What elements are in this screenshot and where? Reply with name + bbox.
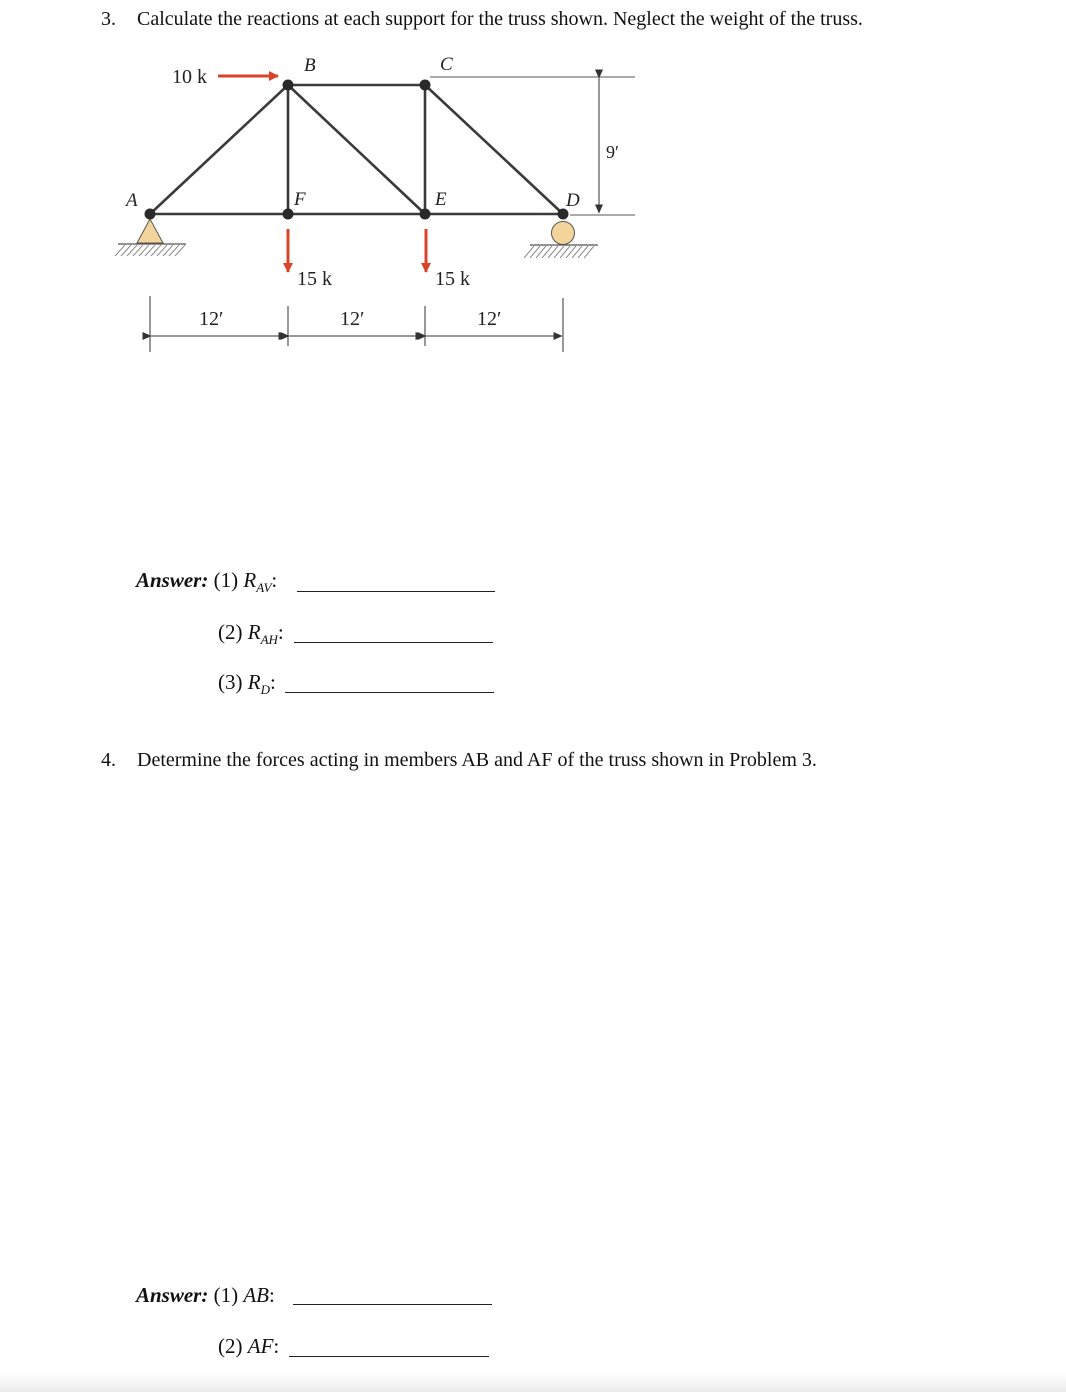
- answer-3-item-2: (2) $R_{AH}$:: [218, 620, 284, 648]
- joint-b: [283, 80, 294, 91]
- answer-3-item-3-num: (3): [218, 670, 243, 694]
- answer-4-item-1: Answer: (1) AB:: [136, 1283, 275, 1307]
- dim-label-3: 12′: [477, 308, 502, 330]
- vertical-load-e: [426, 229, 470, 290]
- answer-3-item-2-num: (2): [218, 620, 243, 644]
- answer-3-item-2-sub: AH: [260, 632, 278, 648]
- dim-label-1: 12′: [199, 308, 224, 330]
- problem-4-statement: [101, 749, 817, 772]
- problem-4-text: Determine the forces acting in members AB and AF of the truss shown in Problem 3.: [137, 749, 817, 771]
- pin-support-a: [115, 219, 186, 256]
- label-d: D: [566, 190, 580, 211]
- answer-3-item-2-var: R: [247, 620, 261, 644]
- ground-hatch-a: [115, 245, 185, 256]
- dim-label-2: 12′: [340, 308, 365, 330]
- load-label-e: 15 k: [435, 268, 470, 290]
- joint-f: [283, 209, 294, 220]
- truss-figure: [0, 0, 1066, 380]
- label-e: E: [435, 189, 447, 210]
- label-a: A: [126, 190, 138, 211]
- problem-3-number: 3.: [101, 8, 116, 30]
- answer-3-item-1-num: (1): [213, 568, 239, 592]
- load-label-10k: 10 k: [172, 66, 207, 88]
- answer-3-blank-1[interactable]: [297, 573, 495, 592]
- label-f: F: [294, 189, 306, 210]
- joint-a: [145, 209, 156, 220]
- joint-c: [420, 80, 431, 91]
- label-b: B: [304, 55, 316, 76]
- joint-e: [420, 209, 431, 220]
- problem-3-text: Calculate the reactions at each support for the truss shown. Neglect the weight of the truss.: [137, 8, 863, 30]
- answer-3-blank-3[interactable]: [285, 674, 494, 693]
- horizontal-load: [172, 66, 278, 88]
- answer-3-item-3: (3) $R_D$:: [218, 670, 276, 698]
- answer-4-item-2: (2) AF:: [218, 1334, 280, 1358]
- answer-4-label: Answer:: [136, 1283, 209, 1307]
- answer-4-item-2-num: (2): [218, 1334, 243, 1358]
- answer-3-item-3-sub: D: [260, 682, 270, 698]
- answer-3-label: Answer:: [136, 568, 209, 592]
- answer-4-item-1-num: (1): [213, 1283, 239, 1307]
- answer-4-blank-1[interactable]: [293, 1286, 492, 1305]
- answer-3-item-1-var: R: [243, 568, 257, 592]
- answer-4-item-1-var: AB: [243, 1283, 270, 1307]
- roller-support-d: [524, 222, 598, 259]
- problem-4-number: 4.: [101, 749, 116, 771]
- answer-3-item-1: Answer: (1) $R_{AV}$:: [136, 568, 278, 596]
- member-be: [288, 85, 425, 214]
- answer-3-item-3-var: R: [247, 670, 261, 694]
- answer-3-item-1-sub: AV: [256, 580, 272, 596]
- member-ab: [150, 85, 288, 214]
- truss-members: [150, 85, 563, 214]
- dim-label-height: 9′: [606, 142, 619, 162]
- answer-4-item-2-var: AF: [247, 1334, 274, 1358]
- answer-3-blank-2[interactable]: [294, 624, 493, 643]
- answer-4-blank-2[interactable]: [289, 1338, 489, 1357]
- page-bottom-edge: [0, 1372, 1066, 1392]
- load-label-f: 15 k: [297, 268, 332, 290]
- label-c: C: [440, 54, 453, 75]
- ground-hatch-d: [524, 246, 594, 258]
- vertical-load-f: [288, 229, 332, 290]
